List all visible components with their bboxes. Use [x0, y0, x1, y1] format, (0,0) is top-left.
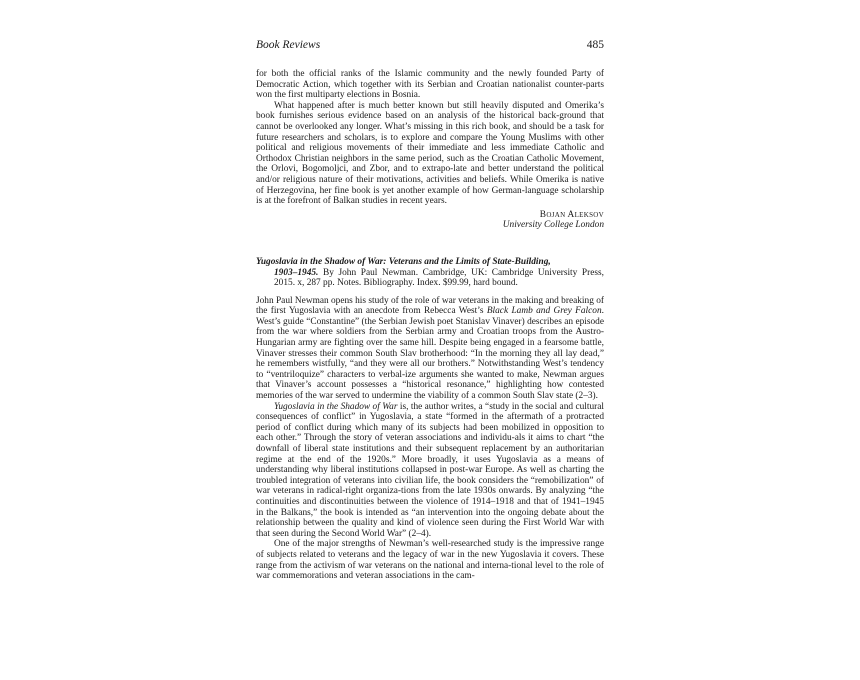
- page-body: [256, 69, 604, 582]
- book-citation-details: [256, 268, 604, 289]
- review-text: is, the author writes, a “study in the social and cultural consequences of conflict” in Yugoslavia, a state “formed in the aftermath of a protracted period of conflict during which many of its subjects had been mobilized in opposition to each other.” Through the story of veteran associations and individu-als it aims to chart “the downfall of liberal state institutions and their subsequent replacement by an authoritarian regime at the end of the 1920s.” More broadly, it uses Yugoslavia as a means of understanding why liberal institutions collapsed in post-war Europe. As well as charting the troubled integration of veterans into civilian life, the book considers the “remobilization” of war veterans in radical-right organiza-tions from the late 1930s onwards. By analyzing “the continuities and discontinuities between the violence of 1914–1918 and that of 1941–1945 in the Balkans,” the book is intended as “an intervention into the ongoing debate about the relationship between the quality and kind of violence seen during the First World War with that seen during the Second World War” (2–4).: [256, 401, 604, 539]
- prev-review-paragraph: for both the official ranks of the Islamic community and the newly founded Party of Democratic Action, which together with its Serbian and Croatian nationalist counter-parts won the first multiparty elections in Bosnia.: [256, 69, 604, 101]
- book-citation: [256, 257, 604, 289]
- reviewer-affiliation: University College London: [502, 220, 604, 231]
- section-title: Book Reviews: [256, 39, 321, 51]
- cited-work-title: Black Lamb and Grey Falcon: [486, 306, 602, 317]
- review-body: [256, 296, 604, 582]
- review-paragraph: One of the major strengths of Newman’s well-researched study is the impressive range of subjects related to veterans and the legacy of war in the new Yugoslavia it covers. These range from the activism of war veterans on the national and interna-tional level to the role of war commemorations and veteran associations in the cam-: [256, 539, 604, 582]
- review-text: . West’s guide “Constantine” (the Serbian Jewish poet Stanislav Vinaver) describes an episode from the war where soldiers from the Serbian army and Croatian troops from the Austro-Hungarian army are fighting over the same hill. Despite being engaged in a fearsome battle, Vinaver stresses their common South Slav brotherhood: “In the morning they all lay dead,” he remembers wistfully, “and they were all our brothers.” Notwithstanding West’s tendency to “ventriloquize” characters to verbal-ize arguments she wanted to make, Newman argues that Vinaver’s account possesses a “historical resonance,” highlighting how contested memories of the war served to undermine the viability of a common South Slav state (2–3).: [256, 306, 604, 402]
- book-title: Yugoslavia in the Shadow of War: Veterans and the Limits of State-Building,: [256, 256, 551, 267]
- review-paragraph: [256, 402, 604, 540]
- review-text: John Paul Newman opens his study of the role of war veterans in the making and breaking of the first Yugoslavia with an anecdote from Rebecca West’s: [256, 295, 604, 317]
- book-publication-info: By John Paul Newman. Cambridge, UK: Cambridge University Press, 2015. x, 287 pp. Notes. Bibliography. Index. $99.99, hard bound.: [274, 267, 604, 289]
- book-title-continued: 1903–1945.: [274, 267, 319, 278]
- page-number: 485: [586, 39, 604, 51]
- cited-work-title: Yugoslavia in the Shadow of War: [274, 401, 398, 412]
- reviewer-name: Bojan Aleksov: [539, 209, 604, 220]
- review-paragraph: [256, 296, 604, 402]
- prev-review-paragraph: What happened after is much better known but still heavily disputed and Omerika’s book furnishes serious evidence based on an analysis of the historical back-ground that cannot be overlooked any longer. What’s missing in this rich book, and should be a task for future researchers and scholars, is to explore and compare the Young Muslims with other political and religious movements of their immediate and less immediate Catholic and Orthodox Christian neighbors in the same period, such as the Croatian Catholic Movement, the Orlovi, Bogomoljci, and Zbor, and to extrapo-late and better understand the political and/or religious nature of their motivations, activities and beliefs. While Omerika is native of Herzegovina, her fine book is yet another example of how German-language scholarship is at the forefront of Balkan studies in recent years.: [256, 100, 604, 207]
